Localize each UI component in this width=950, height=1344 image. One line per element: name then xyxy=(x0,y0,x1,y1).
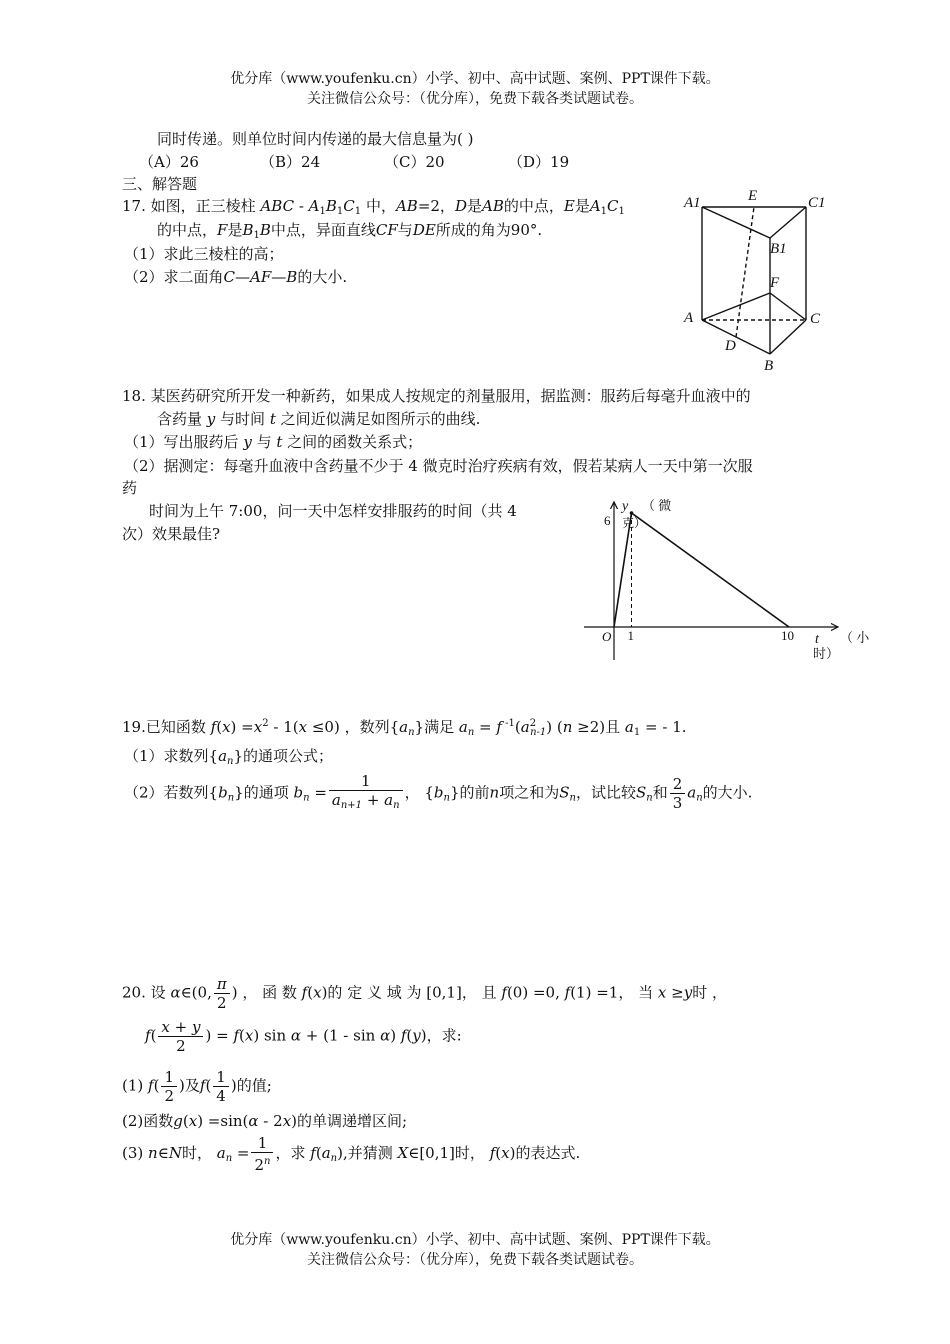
label-f: F xyxy=(770,275,780,291)
q20-line-2: f( $\frac{x + y}{2}$ ) = f(x) sin α + (1 - sin α) f(y)，求: xyxy=(145,1018,462,1055)
q16-tail: 同时传递。则单位时间内传递的最大信息量为( ) xyxy=(157,130,474,148)
y-tick-6: 6 xyxy=(604,513,611,528)
label-a1: A1 xyxy=(684,195,701,211)
q19-part-2: （2）若数列$\{b_n\}$的通项 $b_n$ = $\frac{1}{a_{n+1} + a_n}$ ， $\{b_n\}$的前n项之和为$S_n$，试比较$S_n$和 $\frac{2}{3}$ $a_n$的大小. xyxy=(124,772,753,812)
x-axis-label: t xyxy=(815,632,819,647)
q17-line-2: 的中点，F是$B_1B$中点，异面直线CF与DE所成的角为90°. xyxy=(157,221,543,241)
x-unit-a: （ 小 xyxy=(840,630,870,645)
q17-part-1: （1）求此三棱柱的高； xyxy=(124,245,284,263)
edge-b-c xyxy=(770,320,806,354)
origin-label: O xyxy=(602,629,612,644)
q18-part-2-line-4: 次）效果最佳? xyxy=(122,525,221,543)
header-line-2: 关注微信公众号：（优分库），免费下载各类试题试卷。 xyxy=(307,91,643,107)
q18-part-2-line-3: 时间为上午 7:00，问一天中怎样安排服药的时间（共 4 xyxy=(149,502,517,520)
label-e: E xyxy=(748,188,758,204)
dosage-graph xyxy=(570,490,890,670)
x-unit-b: 时） xyxy=(813,646,840,661)
label-b: B xyxy=(764,358,774,374)
q18-line-2: 含药量 y 与时间 t 之间近似满足如图所示的曲线. xyxy=(157,410,481,428)
q17-number: 17. xyxy=(122,197,146,215)
q20-part-2: (2)函数g(x) =sin(α - 2x)的单调递增区间; xyxy=(122,1112,408,1130)
header-line-1: 优分库（www.youfenku.cn）小学、初中、高中试题、案例、PPT课件下载。 xyxy=(230,71,720,87)
q18-part-2: （2）据测定：每毫升血液中含药量不少于 4 微克时治疗疾病有效，假若某病人一天中第一次服 xyxy=(124,457,753,475)
q16-option-c: （C）20 xyxy=(384,153,445,171)
footer-line-1: 优分库（www.youfenku.cn）小学、初中、高中试题、案例、PPT课件下载。 xyxy=(230,1232,720,1248)
prism-figure xyxy=(670,180,840,375)
label-a: A xyxy=(684,310,694,326)
q17-line-1: 17. 如图，正三棱柱 ABC - $A_1B_1C_1$ 中，AB=2，D是AB的中点，E是$A_1C_1$ xyxy=(122,197,625,217)
y-unit-b: 克） xyxy=(622,516,647,530)
q16-option-d: （D）19 xyxy=(508,153,570,171)
y-unit-a: （ 微 xyxy=(642,498,672,513)
label-d: D xyxy=(725,338,736,354)
q16-option-a: （A）26 xyxy=(139,153,199,171)
q19-part-1: （1）求数列$\{a_n\}$的通项公式； xyxy=(124,747,334,767)
edge-b1-c1 xyxy=(770,207,806,238)
label-b1: B1 xyxy=(770,241,787,257)
label-c: C xyxy=(810,311,821,327)
dosage-curve xyxy=(614,513,789,627)
q19-line-1: 19.已知函数 $f(x) =x^2 - 1(x \le 0)$ ，数列$\{a_n\}$满足 $a_n = f$ $^{-1}(a^2_{n-1})$ (n ≥2)且 $a_1$ = - 1. xyxy=(122,718,687,738)
peak-point xyxy=(630,511,634,515)
section-title: 三、解答题 xyxy=(122,175,198,193)
segment-a-f xyxy=(702,293,770,320)
q20-part-1: (1) f( $\frac{1}{2}$ )及f( $\frac{1}{4}$ )的值; xyxy=(122,1068,272,1105)
q16-option-b: （B）24 xyxy=(260,153,321,171)
footer-line-2: 关注微信公众号：（优分库），免费下载各类试题试卷。 xyxy=(307,1252,643,1268)
x-tick-1: 1 xyxy=(627,628,634,643)
q20-line-1: 20. 设 α∈(0, $\frac{\pi}{2}$ ) ， 函 数 f(x)的 定 义 域 为 [0,1]， 且 f(0) =0, f(1) =1， 当 x ≥y时 ， xyxy=(122,975,727,1012)
edge-a1-b1 xyxy=(702,207,770,238)
q18-part-2-cont: 药 xyxy=(122,479,138,497)
label-c1: C1 xyxy=(808,195,826,211)
q17-part-2: （2）求二面角C—AF—B的大小. xyxy=(124,268,348,286)
y-axis-label: y xyxy=(622,499,629,514)
q18-line-1: 18. 某医药研究所开发一种新药，如果成人按规定的剂量服用，据监测：服药后每毫升血液中的 xyxy=(122,387,751,405)
q20-part-3: (3) n∈N时， $a_n$ = $\frac{1}{2^n}$ ，求 $f(a_n)$,并猜测 X∈[0,1]时， f(x)的表达式. xyxy=(122,1134,581,1174)
q18-part-1: （1）写出服药后 y 与 t 之间的函数关系式； xyxy=(124,433,423,451)
segment-f-c xyxy=(770,293,806,320)
x-tick-10: 10 xyxy=(781,628,794,643)
